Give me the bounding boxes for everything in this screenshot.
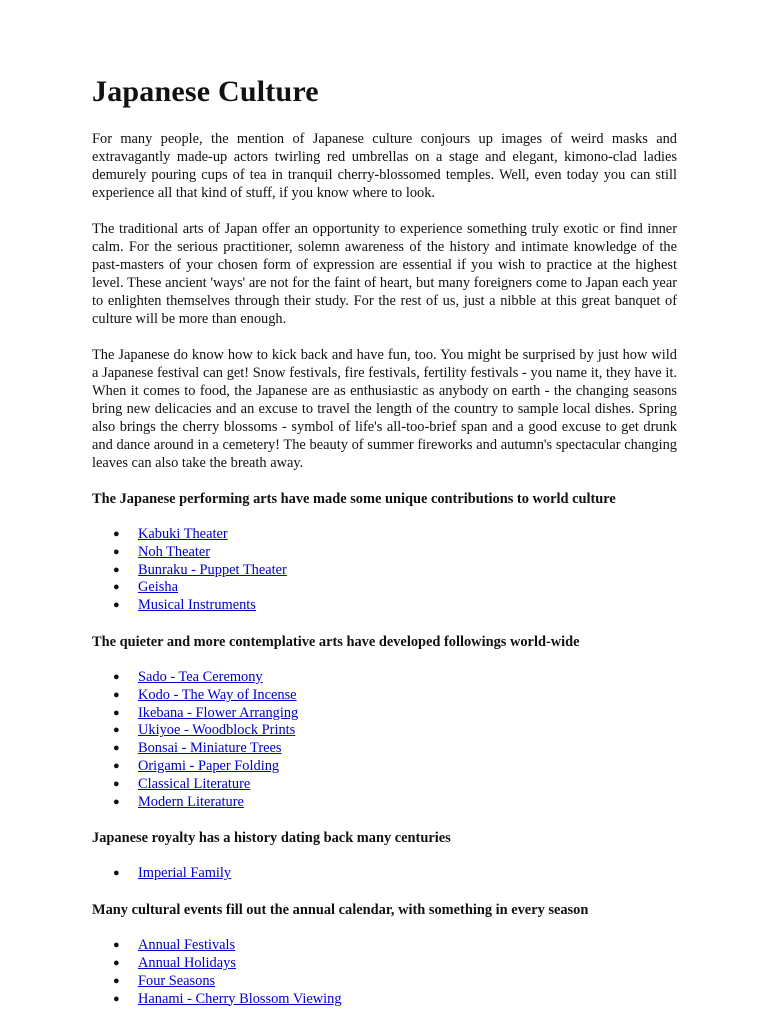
list-item	[92, 758, 677, 776]
link-kodo[interactable]: Kodo - The Way of Incense	[138, 686, 297, 703]
link-hanami[interactable]: Hanami - Cherry Blossom Viewing	[138, 990, 342, 1007]
list-item	[92, 687, 677, 705]
list-item	[92, 865, 677, 883]
section-heading: Many cultural events fill out the annual calendar, with something in every season	[92, 902, 589, 919]
traditional-arts-paragraph: The traditional arts of Japan offer an opportunity to experience something truly exotic or find inner calm. For the serious practitioner, solemn awareness of the history and intimate knowledge of the past-masters of your chosen form of expression are essential if you wish to practice at the highest level. These ancient 'ways' are not for the faint of heart, but many foreigners come to Japan each year to enlighten themselves through their study. For the rest of us, just a nibble at this great banquet of culture will be more than enough.	[92, 221, 677, 327]
link-bunraku[interactable]: Bunraku - Puppet Theater	[138, 561, 287, 578]
link-bonsai[interactable]: Bonsai - Miniature Trees	[138, 740, 282, 757]
list-item	[92, 526, 677, 544]
section-heading: The quieter and more contemplative arts have developed followings world-wide	[92, 633, 580, 650]
bullet-icon: ●	[113, 777, 120, 790]
link-ukiyoe[interactable]: Ukiyoe - Woodblock Prints	[138, 722, 296, 739]
bullet-icon: ●	[113, 939, 120, 952]
list-item	[92, 579, 677, 597]
list-item	[92, 937, 677, 955]
intro-paragraph: For many people, the mention of Japanese culture conjours up images of weird masks and extravagantly made-up actors twirling red umbrellas on a stage and elegant, kimono-clad ladies demurely pouring cups of tea in tranquil cherry-blossomed temples. Well, even today you can still experience all that kind of stuff, if you know where to look.	[92, 131, 677, 201]
bullet-icon: ●	[113, 706, 120, 719]
link-list	[92, 865, 677, 883]
bullet-icon: ●	[113, 956, 120, 969]
contemplative-arts-section	[92, 633, 677, 811]
link-list	[92, 937, 677, 1008]
royalty-section	[92, 829, 677, 883]
link-annual-festivals[interactable]: Annual Festivals	[138, 937, 236, 954]
link-imperial-family[interactable]: Imperial Family	[138, 865, 232, 882]
festivals-paragraph: The Japanese do know how to kick back and have fun, too. You might be surprised by just how wild a Japanese festival can get! Snow festivals, fire festivals, fertility festivals - you name it, they have it. When it comes to food, the Japanese are as enthusiastic as anybody on earth - the changing seasons bring new delicacies and an excuse to travel the length of the country to sample local dishes. Spring also brings the cherry blossoms - symbol of life's all-too-brief span and a good excuse to get drunk and dance around in a cemetery! The beauty of summer fireworks and autumn's spectacular changing leaves can also take the breath away.	[92, 347, 677, 471]
performing-arts-section	[92, 490, 677, 615]
link-four-seasons[interactable]: Four Seasons	[138, 972, 216, 989]
document-page	[92, 72, 677, 1026]
bullet-icon: ●	[113, 759, 120, 772]
bullet-icon: ●	[113, 581, 120, 594]
bullet-icon: ●	[113, 974, 120, 987]
bullet-icon: ●	[113, 670, 120, 683]
bullet-icon: ●	[113, 563, 120, 576]
page-title: Japanese Culture	[92, 75, 319, 108]
link-list	[92, 669, 677, 811]
list-item	[92, 722, 677, 740]
bullet-icon: ●	[113, 992, 120, 1005]
bullet-icon: ●	[113, 724, 120, 737]
link-classical-literature[interactable]: Classical Literature	[138, 775, 251, 792]
section-heading: The Japanese performing arts have made some unique contributions to world culture	[92, 491, 616, 507]
list-item	[92, 794, 677, 812]
bullet-icon: ●	[113, 545, 120, 558]
link-ikebana[interactable]: Ikebana - Flower Arranging	[138, 704, 299, 721]
list-item	[92, 669, 677, 687]
bullet-icon: ●	[113, 867, 120, 880]
link-annual-holidays[interactable]: Annual Holidays	[138, 954, 236, 971]
list-item	[92, 544, 677, 562]
bullet-icon: ●	[113, 742, 120, 755]
link-modern-literature[interactable]: Modern Literature	[138, 793, 244, 810]
list-item	[92, 740, 677, 758]
link-noh-theater[interactable]: Noh Theater	[138, 543, 211, 560]
list-item	[92, 597, 677, 615]
list-item	[92, 562, 677, 580]
list-item	[92, 955, 677, 973]
link-origami[interactable]: Origami - Paper Folding	[138, 757, 280, 774]
bullet-icon: ●	[113, 688, 120, 701]
cultural-events-section	[92, 901, 677, 1008]
link-musical-instruments[interactable]: Musical Instruments	[138, 597, 256, 614]
bullet-icon: ●	[113, 528, 120, 540]
section-heading: Japanese royalty has a history dating back many centuries	[92, 830, 451, 847]
list-item	[92, 973, 677, 991]
link-kabuki-theater[interactable]: Kabuki Theater	[138, 526, 228, 542]
bullet-icon: ●	[113, 599, 120, 612]
list-item	[92, 705, 677, 723]
bullet-icon: ●	[113, 795, 120, 808]
list-item	[92, 776, 677, 794]
link-geisha[interactable]: Geisha	[138, 579, 178, 596]
list-item	[92, 991, 677, 1009]
link-sado[interactable]: Sado - Tea Ceremony	[138, 668, 263, 685]
link-list	[92, 526, 677, 615]
